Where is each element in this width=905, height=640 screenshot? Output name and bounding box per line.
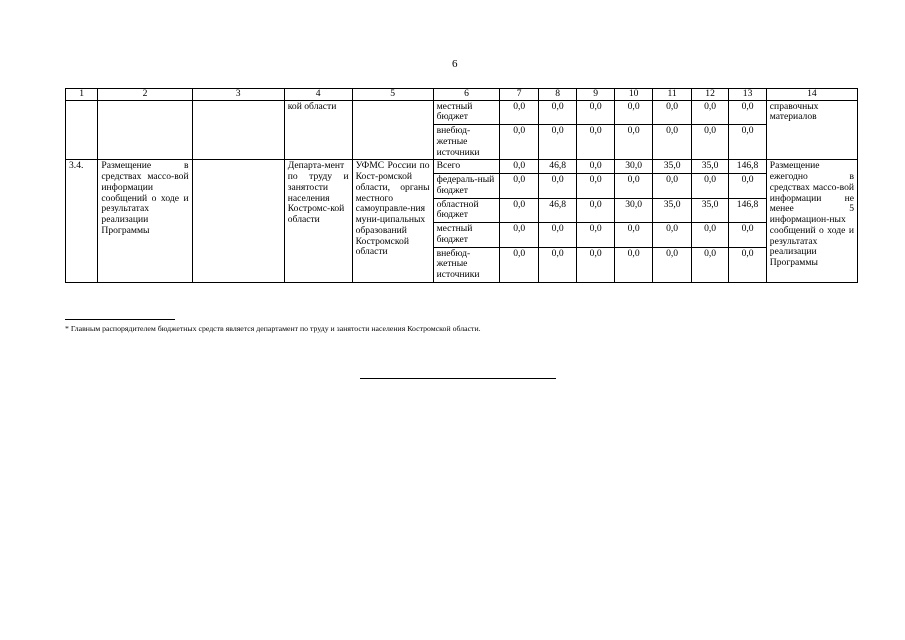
- funding-source-cell: областной бюджет: [433, 198, 500, 222]
- value-cell: 0,0: [614, 223, 652, 247]
- value-cell: 0,0: [653, 223, 691, 247]
- table-row: [66, 100, 858, 124]
- footnote: * Главным распорядителем бюджетных средств является департамент по труду и занятости населения Костромской области.: [65, 324, 481, 333]
- value-cell: 0,0: [729, 223, 766, 247]
- value-cell: 0,0: [538, 125, 576, 160]
- value-cell: 0,0: [577, 198, 614, 222]
- value-cell: 0,0: [538, 223, 576, 247]
- value-cell: 0,0: [538, 174, 576, 198]
- value-cell: 0,0: [653, 174, 691, 198]
- item-result-cell: Размещение ежегодно в средствах массо-вой информации не менее 5 информацион-ных сообщений о ходе и результатах реализации Программы: [766, 160, 857, 282]
- value-cell: 0,0: [614, 247, 652, 282]
- value-cell: 0,0: [577, 174, 614, 198]
- footnote-divider: [65, 319, 175, 320]
- value-cell: 0,0: [653, 247, 691, 282]
- value-cell: 146,8: [729, 160, 766, 174]
- value-cell: 0,0: [538, 100, 576, 124]
- value-cell: 0,0: [691, 100, 728, 124]
- value-cell: 0,0: [729, 174, 766, 198]
- value-cell: 0,0: [500, 247, 538, 282]
- header-cell: 11: [653, 89, 691, 101]
- value-cell: 0,0: [500, 100, 538, 124]
- cont-result-cell: справочных материалов: [766, 100, 857, 160]
- value-cell: 0,0: [614, 125, 652, 160]
- cont-col3-cell: [192, 100, 284, 160]
- value-cell: 0,0: [729, 100, 766, 124]
- value-cell: 146,8: [729, 198, 766, 222]
- value-cell: 0,0: [500, 125, 538, 160]
- value-cell: 0,0: [577, 160, 614, 174]
- value-cell: 0,0: [500, 223, 538, 247]
- value-cell: 46,8: [538, 198, 576, 222]
- value-cell: 0,0: [500, 198, 538, 222]
- funding-source-cell: внебюд-жетные источники: [433, 247, 500, 282]
- cont-partners-cell: [352, 100, 433, 160]
- header-cell: 14: [766, 89, 857, 101]
- item-col3-cell: [192, 160, 284, 282]
- header-cell: 4: [284, 89, 352, 101]
- value-cell: 0,0: [653, 125, 691, 160]
- header-cell: 1: [66, 89, 98, 101]
- funding-source-cell: местный бюджет: [433, 100, 500, 124]
- header-cell: 8: [538, 89, 576, 101]
- funding-source-cell: Всего: [433, 160, 500, 174]
- table-row: [66, 160, 858, 174]
- value-cell: 0,0: [691, 247, 728, 282]
- cont-number-cell: [66, 100, 98, 160]
- header-cell: 13: [729, 89, 766, 101]
- header-cell: 9: [577, 89, 614, 101]
- value-cell: 0,0: [577, 100, 614, 124]
- funding-source-cell: федераль-ный бюджет: [433, 174, 500, 198]
- funding-source-cell: внебюд-жетные источники: [433, 125, 500, 160]
- header-cell: 6: [433, 89, 500, 101]
- value-cell: 0,0: [691, 125, 728, 160]
- cont-executor-cell: кой области: [284, 100, 352, 160]
- value-cell: 0,0: [653, 100, 691, 124]
- page-number: 6: [452, 58, 458, 70]
- header-cell: 7: [500, 89, 538, 101]
- value-cell: 0,0: [538, 247, 576, 282]
- header-cell: 5: [352, 89, 433, 101]
- value-cell: 0,0: [577, 125, 614, 160]
- cont-name-cell: [98, 100, 192, 160]
- value-cell: 0,0: [691, 223, 728, 247]
- value-cell: 0,0: [614, 100, 652, 124]
- value-cell: 0,0: [500, 160, 538, 174]
- funding-source-cell: местный бюджет: [433, 223, 500, 247]
- value-cell: 0,0: [729, 125, 766, 160]
- value-cell: 35,0: [691, 198, 728, 222]
- value-cell: 0,0: [577, 247, 614, 282]
- value-cell: 0,0: [614, 174, 652, 198]
- value-cell: 46,8: [538, 160, 576, 174]
- header-cell: 2: [98, 89, 192, 101]
- value-cell: 0,0: [577, 223, 614, 247]
- value-cell: 35,0: [653, 198, 691, 222]
- value-cell: 35,0: [691, 160, 728, 174]
- item-number-cell: 3.4.: [66, 160, 98, 282]
- header-cell: 10: [614, 89, 652, 101]
- value-cell: 0,0: [500, 174, 538, 198]
- value-cell: 35,0: [653, 160, 691, 174]
- item-partners-cell: УФМС России по Кост-ромской области, органы местного самоуправле-ния муни-ципальных образований Костромской области: [352, 160, 433, 282]
- end-of-document-line: [360, 378, 556, 379]
- header-cell: 12: [691, 89, 728, 101]
- item-executor-cell: Департа-мент по труду и занятости населения Костромс-кой области: [284, 160, 352, 282]
- value-cell: 30,0: [614, 198, 652, 222]
- value-cell: 0,0: [729, 247, 766, 282]
- program-activities-table: [65, 88, 858, 283]
- value-cell: 0,0: [691, 174, 728, 198]
- column-number-row: [66, 89, 858, 101]
- value-cell: 30,0: [614, 160, 652, 174]
- item-name-cell: Размещение в средствах массо-вой информации сообщений о ходе и результатах реализации Программы: [98, 160, 192, 282]
- header-cell: 3: [192, 89, 284, 101]
